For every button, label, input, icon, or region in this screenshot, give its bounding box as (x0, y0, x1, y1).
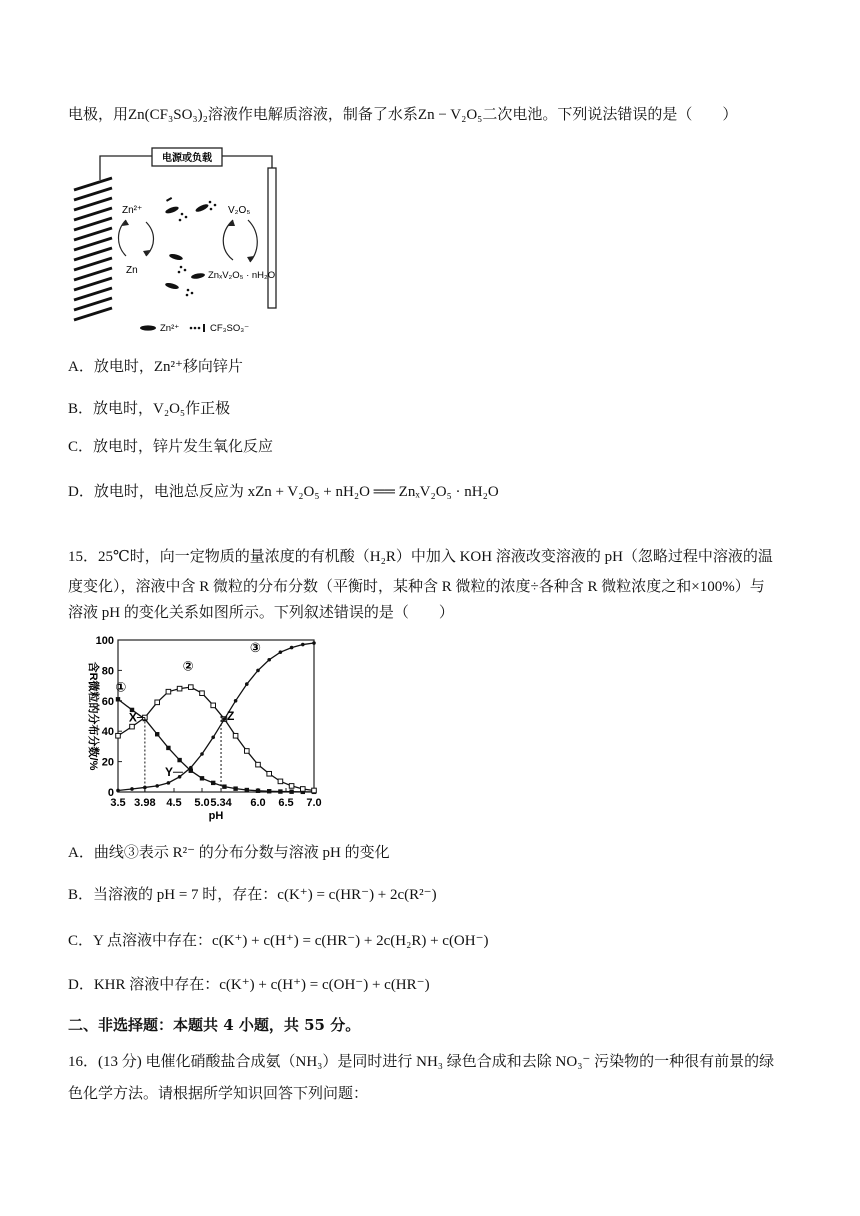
x-axis-label: pH (208, 810, 224, 822)
q15-option-b: B．当溶液的 pH = 7 时，存在：c(K⁺) = c(HR⁻) + 2c(R²⁻) (68, 887, 437, 903)
series-3-point-7 (200, 752, 204, 756)
legend-zn2-marker (140, 325, 156, 330)
series-1-point-12 (256, 789, 260, 793)
q15-stem-line1: 15．25℃时，向一定物质的量浓度的有机酸（H₂R）中加入 KOH 溶液改变溶液的 pH（忽略过程中溶液的温 (68, 549, 773, 565)
legend-anion-label: CF₃SO₃⁻ (210, 323, 250, 334)
series-3-point-9 (223, 717, 227, 721)
y-tick-label-2: 40 (101, 726, 114, 739)
point-label-x: X (128, 710, 137, 725)
q14-option-c: C．放电时，锌片发生氧化反应 (68, 439, 274, 455)
point-label-z: Z (227, 709, 235, 723)
series-2-point-16 (301, 787, 306, 792)
series-3-point-8 (211, 735, 215, 739)
chart-series (116, 641, 317, 794)
series-3-point-6 (189, 766, 193, 770)
q15-option-a: A．曲线③表示 R²⁻ 的分布分数与溶液 pH 的变化 (68, 845, 390, 861)
series-1-point-15 (289, 789, 293, 793)
series-3-point-15 (290, 646, 294, 650)
series-1-point-10 (233, 786, 237, 790)
zn2-label: Zn²⁺ (122, 205, 143, 216)
q15-stem-line2: 度变化），溶液中含 R 微粒的分布分数（平衡时，某种含 R 微粒的浓度÷各种含 R 微粒浓度之和×100%）与 (68, 579, 765, 595)
series-2-point-11 (245, 749, 250, 754)
curve-label-3: ③ (249, 640, 261, 656)
series-2-point-12 (256, 762, 261, 767)
q16-stem-line2: 色化学方法。请根据所学知识回答下列问题： (68, 1086, 369, 1102)
y-tick-label-5: 100 (95, 635, 114, 647)
y-axis-label: 含R微粒的分布分数/% (87, 661, 99, 771)
x-tick-label-3: 5.0 (194, 797, 210, 809)
series-3-point-14 (279, 650, 283, 654)
arrow-right-down (248, 220, 257, 262)
series-3-point-13 (267, 658, 271, 662)
q14-electrolyte: Zn(CF₃SO₃)₂ (128, 107, 208, 123)
ion-particles (165, 197, 217, 296)
distribution-chart (68, 628, 330, 824)
q15-option-c: C．Y 点溶液中存在：c(K⁺) + c(H⁺) = c(HR⁻) + 2c(H₂R) + c(OH⁻) (68, 933, 489, 949)
x-tick-label-6: 6.5 (278, 797, 294, 809)
series-2-point-5 (177, 686, 182, 691)
x-tick-label-1: 3.98 (134, 797, 156, 809)
point-label-y: Y (164, 765, 173, 780)
curve-label-2: ② (182, 658, 194, 674)
series-3-point-5 (178, 775, 182, 779)
y-tick-label-3: 60 (101, 695, 114, 708)
series-1-point-14 (278, 789, 282, 793)
q14-stem (68, 104, 803, 126)
x-tick-label-5: 6.0 (250, 797, 266, 809)
q14-stem-prefix: 电极，用 (68, 107, 129, 123)
series-2-point-17 (312, 788, 317, 793)
q14-option-b: B．放电时，V₂O₅作正极 (68, 401, 231, 417)
q15-option-d: D．KHR 溶液中存在：c(K⁺) + c(H⁺) = c(OH⁻) + c(HR⁻) (68, 977, 430, 993)
series-3-point-3 (155, 784, 159, 788)
q14-option-a: A．放电时，Zn²⁺移向锌片 (68, 359, 243, 375)
series-1-point-5 (177, 758, 181, 762)
series-2-point-3 (155, 700, 160, 705)
curve-label-1: ① (115, 679, 127, 695)
series-3-point-4 (167, 781, 171, 785)
series-3-point-0 (116, 789, 120, 793)
series-2-point-14 (278, 779, 283, 784)
y-tick-label-1: 20 (101, 756, 114, 769)
v2o5-electrode (268, 168, 276, 308)
series-3-point-16 (301, 643, 305, 647)
zn-label: Zn (126, 265, 138, 276)
q14-option-d: D．放电时，电池总反应为 xZn + V₂O₅ + nH₂O ══ ZnₓV₂O₅ · nH₂O (68, 484, 499, 500)
series-3-point-10 (234, 699, 238, 703)
series-3-point-12 (256, 669, 260, 673)
q14-battery: Zn − V₂O₅ (417, 107, 483, 123)
y-tick-label-0: 0 (107, 787, 114, 799)
chart-axes (87, 635, 322, 822)
series-2-point-8 (211, 703, 216, 708)
series-1-point-4 (166, 746, 170, 750)
series-2-point-4 (166, 689, 171, 694)
product-label: ZnₓV₂O₅ · nH₂O (208, 270, 276, 281)
q16-stem-line1: 16．(13 分) 电催化硝酸盐合成氨（NH₃）是同时进行 NH₃ 绿色合成和去除 NO₃⁻ 污染物的一种很有前景的绿 (68, 1054, 775, 1070)
series-3-point-11 (245, 682, 249, 686)
series-1-point-11 (245, 788, 249, 792)
series-3-point-1 (130, 787, 134, 791)
series-1-point-0 (116, 697, 120, 701)
q15-stem-line3: 溶液 pH 的变化关系如图所示。下列叙述错误的是（ ） (68, 605, 454, 621)
x-tick-label-4: 5.34 (210, 797, 232, 809)
x-tick-label-0: 3.5 (110, 797, 126, 809)
series-1-point-9 (222, 784, 226, 788)
series-1-point-8 (211, 781, 215, 785)
load-box-label: 电源或负载 (162, 153, 212, 164)
series-2-point-7 (200, 691, 205, 696)
series-2-point-10 (233, 733, 238, 738)
series-2-point-0 (116, 733, 121, 738)
battery-diagram (68, 142, 298, 338)
series-2-point-1 (130, 724, 135, 729)
series-2-point-6 (189, 685, 194, 690)
series-1-point-7 (200, 776, 204, 780)
series-2-point-15 (289, 784, 294, 789)
series-line-1 (118, 699, 314, 792)
x-tick-label-2: 4.5 (166, 797, 182, 809)
series-1-point-3 (155, 732, 159, 736)
q14-stem-mid: 溶液作电解质溶液，制备了水系 (207, 107, 418, 123)
series-line-2 (118, 687, 314, 790)
y-tick-label-4: 80 (101, 665, 114, 678)
x-tick-label-7: 7.0 (306, 797, 322, 809)
legend-zn2-label: Zn²⁺ (160, 323, 180, 334)
series-1-point-13 (267, 789, 271, 793)
series-3-point-17 (312, 641, 316, 645)
legend-anion-marker (190, 324, 205, 332)
q14-stem-suffix: 二次电池。下列说法错误的是（ ） (482, 107, 738, 123)
v2o5-label: V₂O₅ (228, 205, 251, 216)
series-2-point-13 (267, 771, 272, 776)
section-heading: 二、非选择题：本题共 4 小题，共 55 分。 (68, 1016, 361, 1034)
zinc-electrode (74, 178, 112, 320)
